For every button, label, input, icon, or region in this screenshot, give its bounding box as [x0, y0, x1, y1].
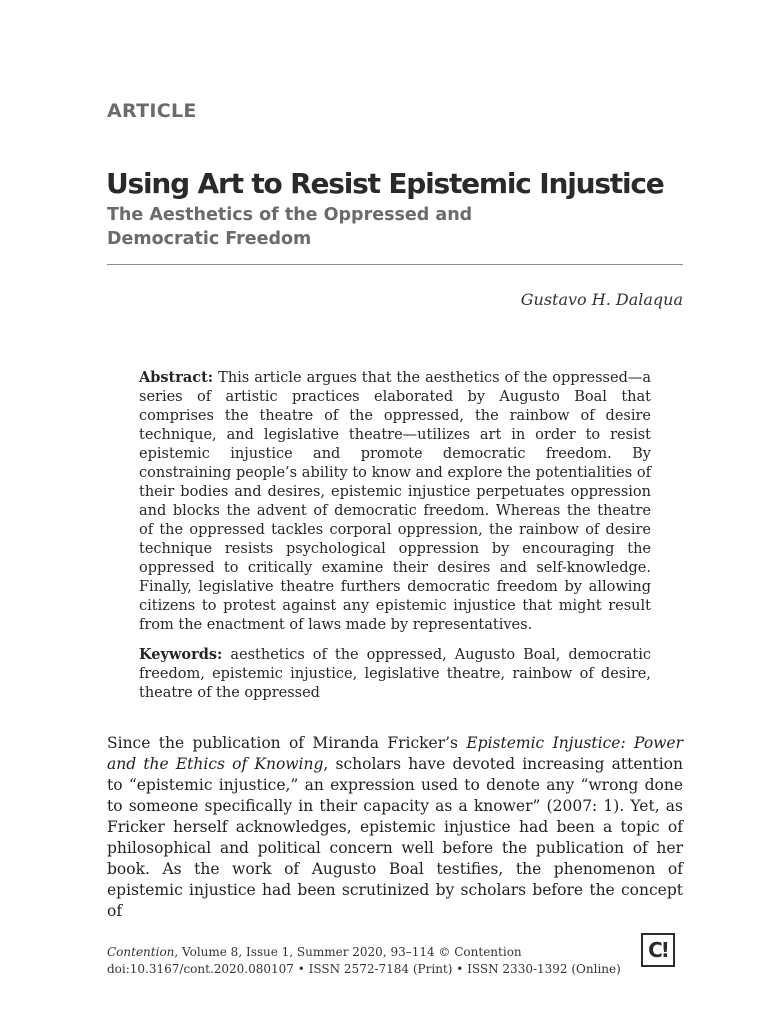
footer-citation-line [107, 944, 627, 961]
keywords-text: aesthetics of the oppressed, Augusto Boal, democratic freedom, epistemic injustice, legislative theatre, rainbow of desire, theatre of the oppressed [139, 647, 651, 701]
footer-citation: , Volume 8, Issue 1, Summer 2020, 93–114 © Contention [174, 945, 522, 959]
journal-logo-text: C! [648, 938, 668, 962]
journal-logo-icon [641, 933, 675, 967]
abstract-label: Abstract: [139, 369, 214, 386]
abstract-text: This article argues that the aesthetics of the oppressed—a series of artistic practices elaborated by Augusto Boal that comprises the theatre of the oppressed, the rainbow of desire technique, and legislative theatre—utilizes art in order to resist epistemic injustice and promote democratic freedom. By constraining people’s ability to know and explore the potentialities of their bodies and desires, epistemic injustice perpetuates oppression and blocks the advent of democratic freedom. Whereas the theatre of the oppressed tackles corporal oppression, the rainbow of desire technique resists psychological oppression by encouraging the oppressed to critically examine their desires and self-knowledge. Finally, legislative theatre furthers democratic freedom by allowing citizens to protest against any epistemic injustice that might result from the enactment of laws made by representatives. [139, 370, 651, 633]
article-title: Using Art to Resist Epistemic Injustice [106, 167, 664, 200]
title-divider [107, 264, 683, 265]
abstract-paragraph [139, 368, 651, 635]
footer-doi-issn: doi:10.3167/cont.2020.080107 • ISSN 2572-7184 (Print) • ISSN 2330-1392 (Online) [107, 962, 621, 976]
body-text-part2: , scholars have devoted increasing attention to “epistemic injustice,” an expression used to denote any “wrong done to someone specifically in their capacity as a knower” (2007: 1). Yet, as Fricker herself acknowledges, epistemic injustice had been a topic of philosophical and political concern well before the publication of her book. As the work of Augusto Boal testifies, the phenomenon of epistemic injustice had been scrutinized by scholars before the concept of [107, 755, 683, 920]
article-subtitle: The Aesthetics of the Oppressed and Democratic Freedom [107, 205, 473, 249]
body-paragraph [107, 733, 683, 922]
abstract-section [139, 368, 651, 703]
cited-book-title: Epistemic Injustice: Power and the Ethics of Knowing [107, 734, 683, 773]
page-footer [107, 944, 627, 978]
author-name: Gustavo H. Dalaqua [520, 290, 683, 309]
keywords-paragraph [139, 645, 651, 703]
journal-name: Contention [107, 945, 175, 959]
keywords-label: Keywords: [139, 646, 223, 663]
article-type-label: ARTICLE [107, 100, 197, 122]
body-text-part1: Since the publication of Miranda Fricker’s [107, 734, 467, 752]
